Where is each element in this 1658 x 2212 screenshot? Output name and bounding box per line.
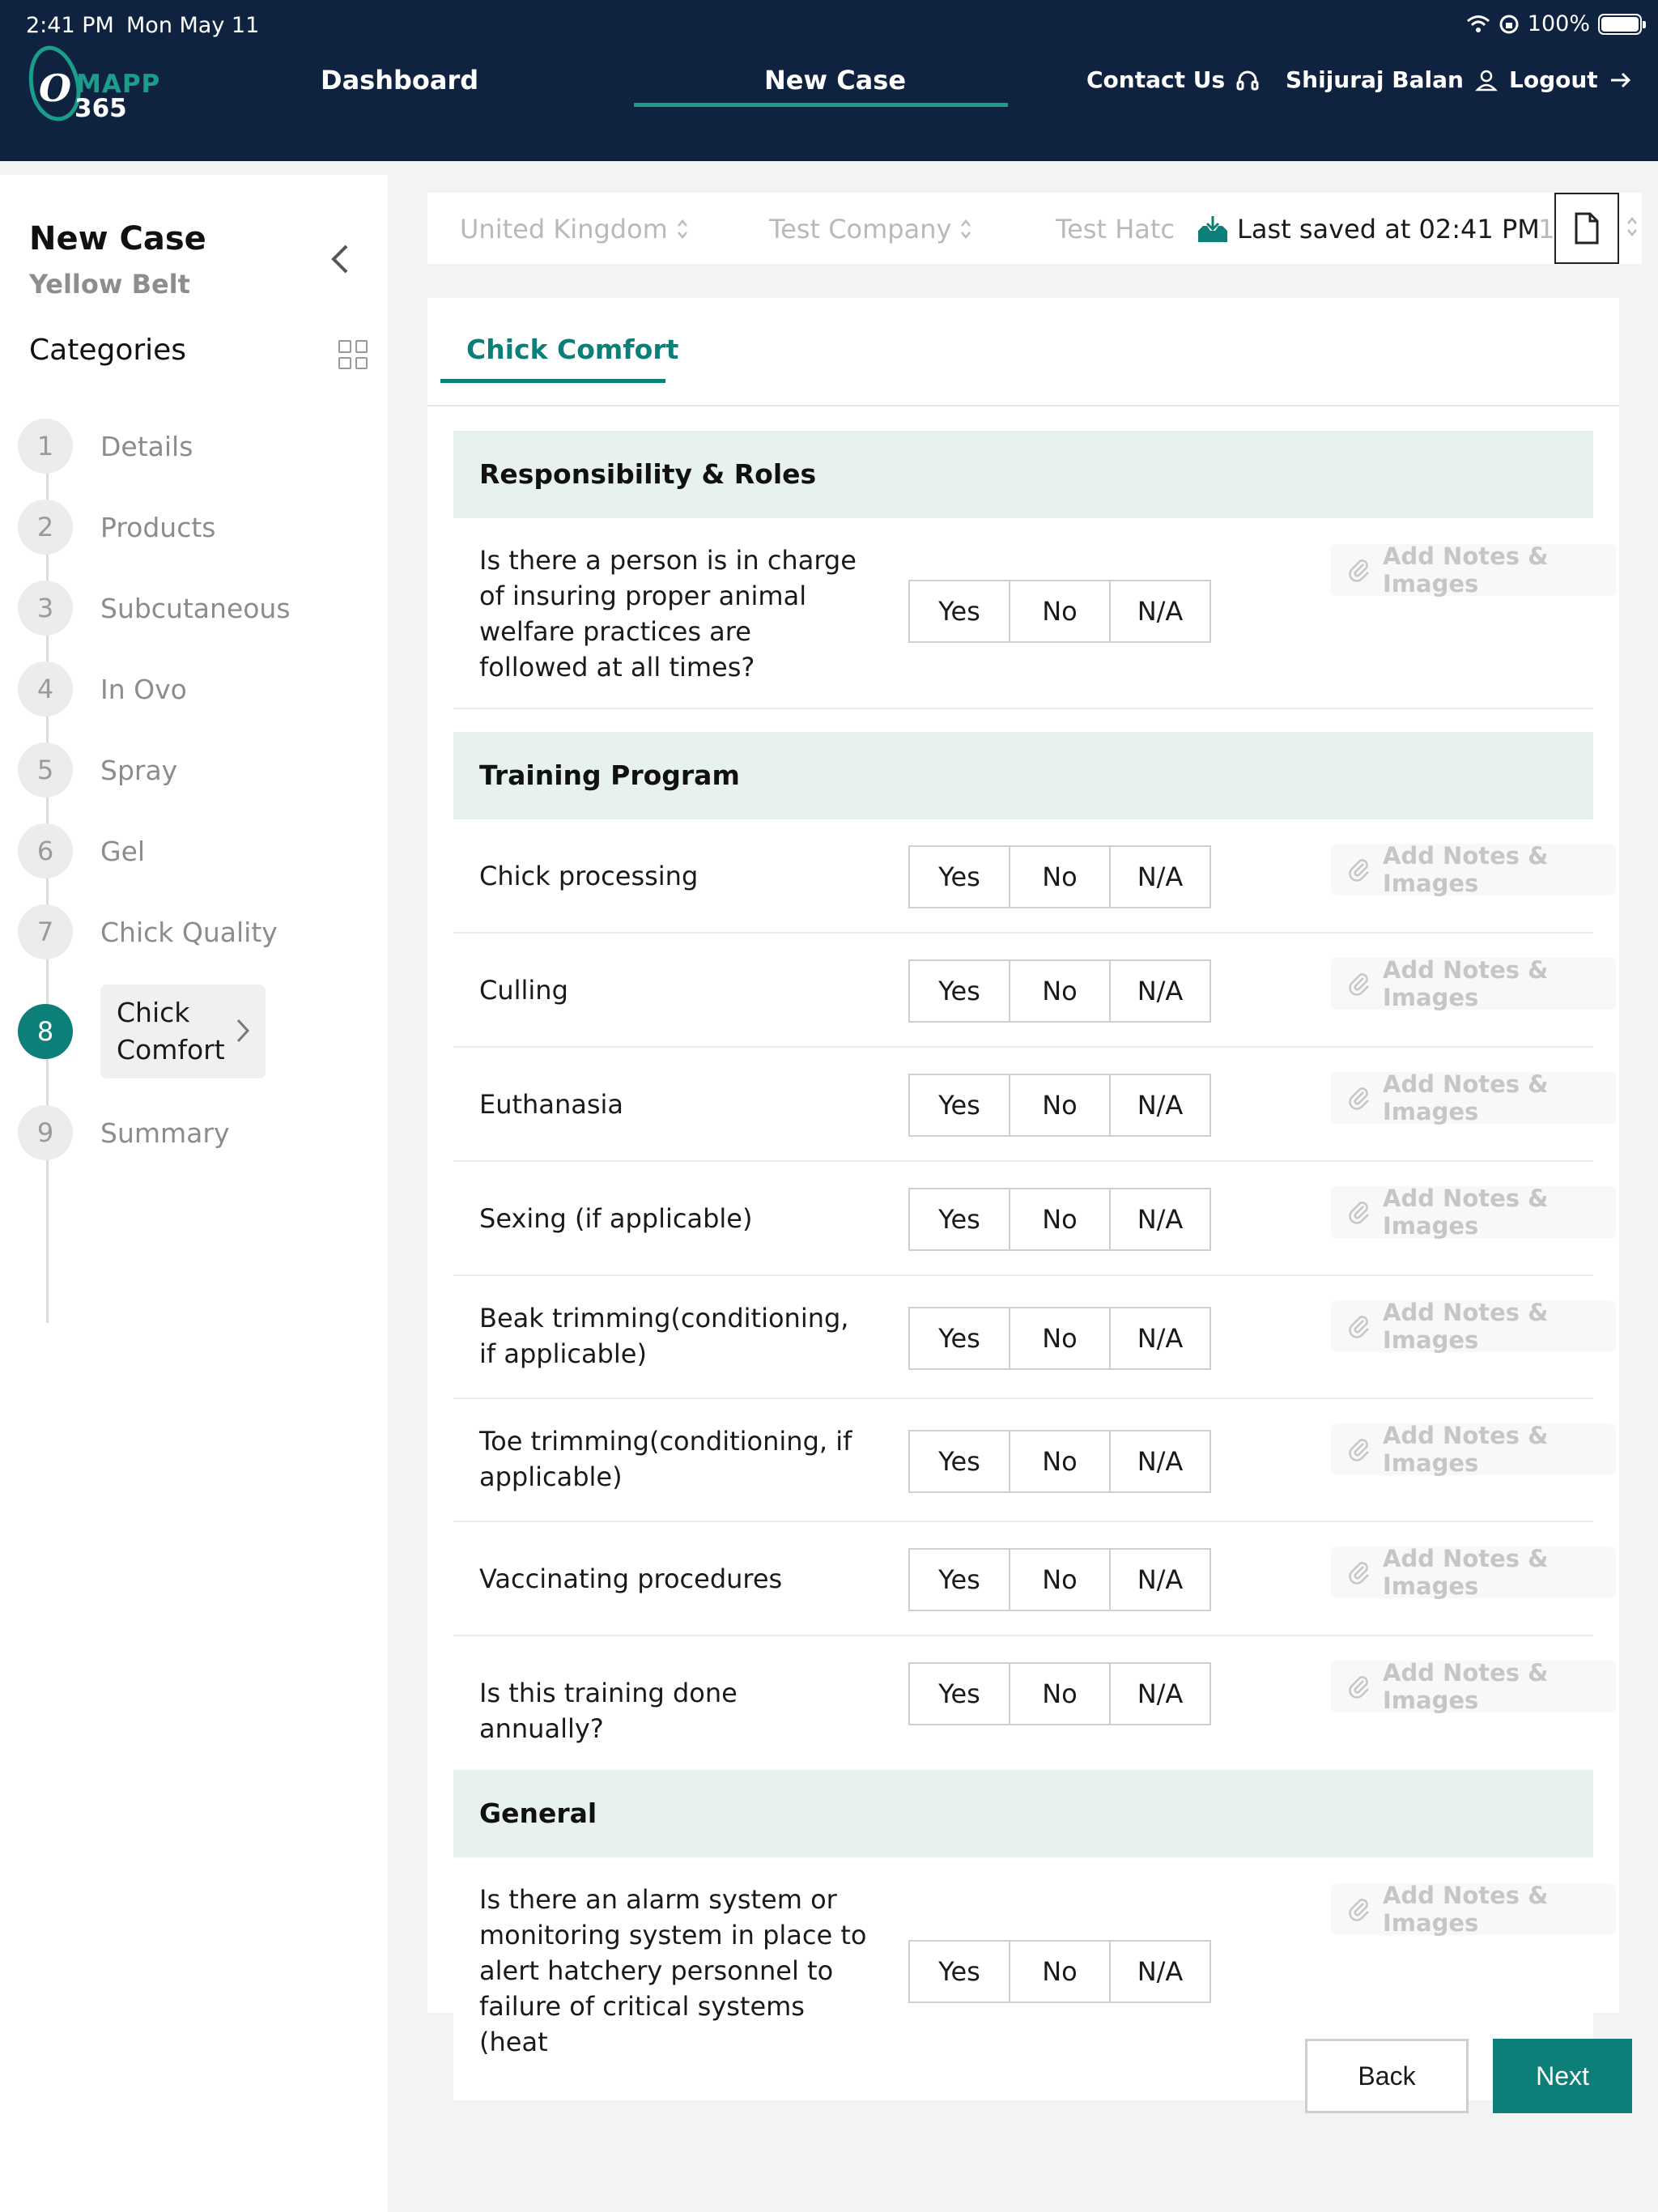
answer-no-button[interactable]: No xyxy=(1010,1075,1111,1135)
headset-icon xyxy=(1235,67,1261,93)
answer-segmented-control xyxy=(908,580,1211,643)
add-notes-images-button[interactable] xyxy=(1331,1546,1616,1598)
add-notes-images-button[interactable] xyxy=(1331,1072,1616,1124)
answer-segmented-control xyxy=(908,1188,1211,1251)
contact-us-label: Contact Us xyxy=(1086,66,1226,93)
section-title: Responsibility & Roles xyxy=(479,458,817,490)
add-notes-images-button[interactable] xyxy=(1331,1186,1616,1238)
battery-percent: 100% xyxy=(1527,11,1590,36)
answer-yes-button[interactable]: Yes xyxy=(910,1664,1010,1724)
answer-no-button[interactable]: No xyxy=(1010,1189,1111,1249)
add-notes-label: Add Notes & Images xyxy=(1383,542,1549,598)
add-notes-images-button[interactable] xyxy=(1331,1661,1616,1712)
answer-segmented-control xyxy=(908,1548,1211,1611)
section-title: General xyxy=(479,1797,597,1829)
tab-active-indicator xyxy=(440,379,665,383)
question-row xyxy=(453,934,1593,1048)
paperclip-icon xyxy=(1347,558,1371,582)
step-chick-quality[interactable] xyxy=(18,904,278,960)
question-text: Beak trimming(conditioning, if applicable) xyxy=(479,1303,849,1369)
question-row xyxy=(453,1636,1593,1750)
paperclip-icon xyxy=(1347,1200,1371,1224)
question-row xyxy=(453,1522,1593,1636)
question-text: Is there a person is in charge of insuring proper animal welfare practices are followed at all times? xyxy=(479,545,857,683)
add-notes-label: Add Notes & Images xyxy=(1383,956,1549,1011)
arrow-right-icon xyxy=(1608,67,1634,93)
add-notes-images-button[interactable] xyxy=(1331,1423,1616,1475)
status-time: 2:41 PM xyxy=(26,13,114,38)
answer-na-button[interactable]: N/A xyxy=(1137,596,1184,627)
user-icon xyxy=(1473,67,1499,93)
step-chick-comfort[interactable] xyxy=(18,985,266,1078)
question-row xyxy=(453,819,1593,934)
answer-yes-button[interactable]: Yes xyxy=(910,1942,1010,2001)
step-number: 7 xyxy=(18,904,73,959)
questionnaire-card xyxy=(427,298,1619,2057)
question-row xyxy=(453,1048,1593,1162)
step-products[interactable] xyxy=(18,499,216,555)
answer-yes-button[interactable]: Yes xyxy=(910,1308,1010,1368)
hatchery-select[interactable] xyxy=(1056,214,1177,245)
sidebar-subtitle: Yellow Belt xyxy=(29,269,190,300)
step-number: 3 xyxy=(18,581,73,636)
step-number: 2 xyxy=(18,500,73,555)
add-notes-label: Add Notes & Images xyxy=(1383,1659,1549,1714)
answer-na-button[interactable]: N/A xyxy=(1137,1204,1184,1235)
paperclip-icon xyxy=(1347,1314,1371,1338)
step-number: 1 xyxy=(18,419,73,474)
sort-updown-icon xyxy=(1626,215,1639,238)
paperclip-icon xyxy=(1347,1560,1371,1585)
nav-active-indicator xyxy=(634,103,1008,107)
step-label: Details xyxy=(100,430,193,462)
question-text: Sexing (if applicable) xyxy=(479,1203,753,1234)
question-row xyxy=(453,1399,1593,1522)
add-notes-label: Add Notes & Images xyxy=(1383,1070,1549,1125)
step-details[interactable] xyxy=(18,418,193,474)
answer-segmented-control xyxy=(908,1940,1211,2003)
add-notes-images-button[interactable] xyxy=(1331,544,1616,596)
answer-yes-button[interactable]: Yes xyxy=(910,1075,1010,1135)
country-value: United Kingdom xyxy=(460,214,668,245)
answer-yes-button[interactable]: Yes xyxy=(910,581,1010,641)
next-button[interactable]: Next xyxy=(1493,2039,1632,2113)
answer-segmented-control xyxy=(908,845,1211,908)
paperclip-icon xyxy=(1347,1086,1371,1110)
country-select[interactable] xyxy=(460,214,689,245)
step-label: Spray xyxy=(100,754,178,786)
answer-no-button[interactable]: No xyxy=(1010,581,1111,641)
top-bar xyxy=(0,0,1658,161)
step-number: 8 xyxy=(18,1004,73,1059)
answer-yes-button[interactable]: Yes xyxy=(910,847,1010,907)
sort-updown-icon xyxy=(676,218,689,240)
question-text: Chick processing xyxy=(479,861,699,891)
question-text: Culling xyxy=(479,975,568,1006)
add-notes-label: Add Notes & Images xyxy=(1383,1299,1549,1354)
company-value: Test Company xyxy=(769,214,952,245)
question-row xyxy=(453,1162,1593,1276)
step-number: 5 xyxy=(18,742,73,798)
status-date: Mon May 11 xyxy=(126,13,260,38)
paperclip-icon xyxy=(1347,1897,1371,1921)
paperclip-icon xyxy=(1347,857,1371,882)
answer-segmented-control xyxy=(908,1307,1211,1370)
answer-segmented-control xyxy=(908,959,1211,1023)
nav-new-case[interactable]: New Case xyxy=(764,65,907,96)
company-select[interactable] xyxy=(769,214,972,245)
nav-contact-us[interactable] xyxy=(1086,66,1261,93)
nav-dashboard[interactable]: Dashboard xyxy=(321,65,479,96)
step-number: 4 xyxy=(18,661,73,717)
user-name: Shijuraj Balan xyxy=(1286,66,1464,93)
mapp365-logo[interactable]: O MAPP 365 xyxy=(29,42,159,126)
step-label: Chick Quality xyxy=(100,916,278,948)
logout-label: Logout xyxy=(1509,66,1598,93)
document-button[interactable] xyxy=(1554,193,1619,264)
question-text: Toe trimming(conditioning, if applicable) xyxy=(479,1426,852,1492)
step-number: 6 xyxy=(18,823,73,878)
answer-na-button[interactable]: N/A xyxy=(1137,976,1184,1006)
sidebar xyxy=(0,175,388,2212)
answer-segmented-control xyxy=(908,1662,1211,1725)
add-notes-images-button[interactable] xyxy=(1331,1300,1616,1352)
answer-na-button[interactable]: N/A xyxy=(1137,1323,1184,1354)
chevron-left-icon[interactable] xyxy=(324,241,356,277)
add-notes-label: Add Notes & Images xyxy=(1383,1185,1549,1240)
nav-logout[interactable] xyxy=(1509,66,1634,93)
answer-na-button[interactable]: N/A xyxy=(1137,1090,1184,1121)
document-icon xyxy=(1573,212,1601,245)
question-row xyxy=(453,518,1593,709)
wifi-icon xyxy=(1466,15,1490,34)
answer-no-button[interactable]: No xyxy=(1010,1942,1111,2001)
step-label: In Ovo xyxy=(100,673,187,705)
section-header xyxy=(453,1770,1593,1857)
tab-divider xyxy=(427,405,1619,406)
last-saved-text: Last saved at 02:41 PM xyxy=(1237,214,1540,245)
stepper-line xyxy=(46,447,49,1323)
answer-na-button[interactable]: N/A xyxy=(1137,1678,1184,1709)
answer-na-button[interactable]: N/A xyxy=(1137,1446,1184,1477)
add-notes-label: Add Notes & Images xyxy=(1383,1882,1549,1937)
step-label: Gel xyxy=(100,835,146,867)
case-info-bar xyxy=(427,193,1642,264)
question-text: Euthanasia xyxy=(479,1089,623,1120)
sort-updown-icon xyxy=(959,218,972,240)
last-saved-status xyxy=(1197,214,1540,245)
question-text: Is there an alarm system or monitoring system in place to alert hatchery personnel to failure of critical systems (heat xyxy=(479,1884,867,2057)
add-notes-images-button[interactable] xyxy=(1331,1883,1616,1935)
section-title: Training Program xyxy=(479,759,740,791)
answer-no-button[interactable]: No xyxy=(1010,1664,1111,1724)
answer-na-button[interactable]: N/A xyxy=(1137,861,1184,892)
question-text: Vaccinating procedures xyxy=(479,1563,783,1594)
add-notes-label: Add Notes & Images xyxy=(1383,1422,1549,1477)
categories-label: Categories xyxy=(29,334,187,367)
section-header xyxy=(453,732,1593,819)
question-row xyxy=(453,1276,1593,1399)
answer-yes-button[interactable]: Yes xyxy=(910,961,1010,1021)
step-in-ovo[interactable] xyxy=(18,661,187,717)
step-label: Products xyxy=(100,511,216,543)
add-notes-images-button[interactable] xyxy=(1331,958,1616,1010)
add-notes-label: Add Notes & Images xyxy=(1383,1545,1549,1600)
step-label: Subcutaneous xyxy=(100,592,291,624)
answer-no-button[interactable]: No xyxy=(1010,1431,1111,1491)
step-gel[interactable] xyxy=(18,823,145,879)
paperclip-icon xyxy=(1347,1674,1371,1699)
orientation-lock-icon xyxy=(1499,14,1520,35)
answer-segmented-control xyxy=(908,1074,1211,1137)
paperclip-icon xyxy=(1347,972,1371,996)
answer-no-button[interactable]: No xyxy=(1010,1550,1111,1610)
step-label: Chick Comfort xyxy=(117,997,225,1066)
answer-segmented-control xyxy=(908,1430,1211,1493)
sidebar-title: New Case xyxy=(29,220,206,257)
question-text: Is this training done annually? xyxy=(479,1678,738,1744)
tab-chick-comfort[interactable]: Chick Comfort xyxy=(466,334,679,365)
answer-no-button[interactable]: No xyxy=(1010,961,1111,1021)
answer-yes-button[interactable]: Yes xyxy=(910,1189,1010,1249)
chevron-right-icon xyxy=(235,1017,251,1044)
paperclip-icon xyxy=(1347,1437,1371,1461)
section-header xyxy=(453,431,1593,518)
step-label: Summary xyxy=(100,1117,230,1149)
back-button[interactable]: Back xyxy=(1305,2039,1469,2113)
battery-icon xyxy=(1598,14,1642,35)
status-indicators xyxy=(1466,11,1642,36)
save-tray-icon xyxy=(1197,215,1229,244)
answer-no-button[interactable]: No xyxy=(1010,847,1111,907)
add-notes-images-button[interactable] xyxy=(1331,844,1616,895)
answer-yes-button[interactable]: Yes xyxy=(910,1431,1010,1491)
step-subcutaneous[interactable] xyxy=(18,580,291,636)
answer-na-button[interactable]: N/A xyxy=(1137,1564,1184,1595)
info-overflow: 1 xyxy=(1538,214,1555,245)
hatchery-value: Test Hatc xyxy=(1056,214,1175,245)
answer-na-button[interactable]: N/A xyxy=(1137,1956,1184,1987)
active-step-box[interactable] xyxy=(100,985,266,1078)
step-summary[interactable] xyxy=(18,1104,229,1161)
answer-no-button[interactable]: No xyxy=(1010,1308,1111,1368)
grid-view-icon[interactable] xyxy=(338,340,368,369)
step-spray[interactable] xyxy=(18,742,177,798)
step-number: 9 xyxy=(18,1105,73,1160)
add-notes-label: Add Notes & Images xyxy=(1383,842,1549,897)
answer-yes-button[interactable]: Yes xyxy=(910,1550,1010,1610)
nav-user-profile[interactable] xyxy=(1286,66,1499,93)
